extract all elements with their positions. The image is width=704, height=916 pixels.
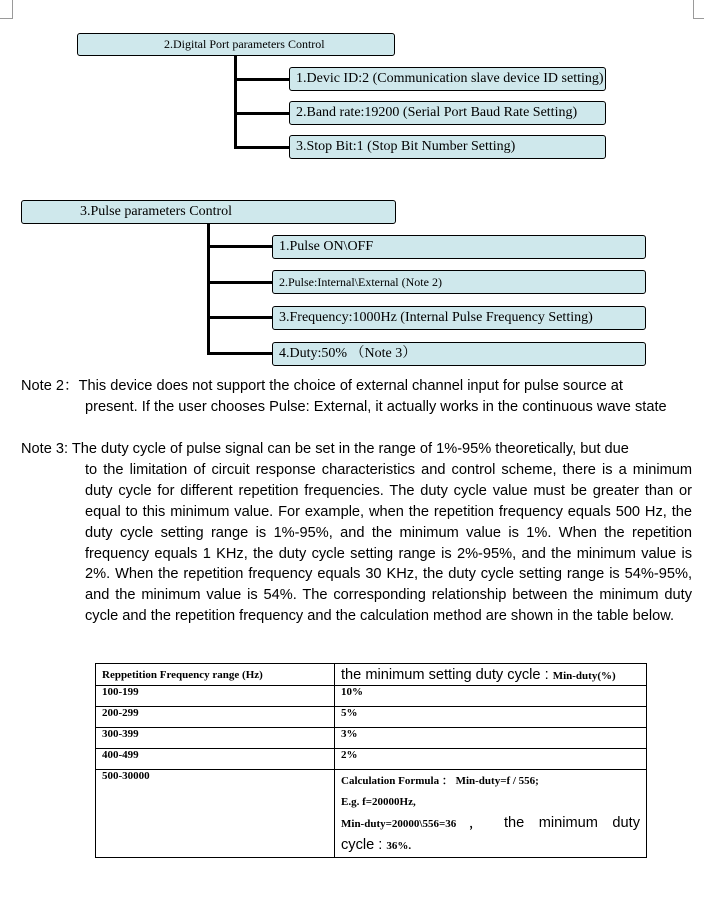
pulse-item-source: 2.Pulse:Internal\External (Note 2) — [272, 270, 646, 294]
formula-text: Min-duty=20000\556=36 ， — [341, 818, 491, 830]
note-3 — [21, 439, 692, 627]
pulse-header: 3.Pulse parameters Control — [21, 200, 396, 224]
table-cell: 5% — [335, 707, 647, 728]
note-2-label: Note 2： — [21, 378, 79, 394]
page-corner-mark — [0, 0, 13, 19]
tree-connector — [234, 56, 237, 148]
digital-port-header: 2.Digital Port parameters Control — [77, 33, 395, 56]
table-row — [96, 770, 647, 858]
table-cell: 300-399 — [96, 728, 335, 749]
table-header-row — [96, 664, 647, 686]
note-3-label: Note 3: — [21, 441, 72, 457]
table-row — [96, 749, 647, 770]
table-cell: 2% — [335, 749, 647, 770]
formula-text: 36%. — [386, 840, 412, 852]
table-cell: 100-199 — [96, 686, 335, 707]
tree-connector — [234, 78, 289, 81]
tree-connector — [207, 316, 272, 319]
digital-item-device-id: 1.Devic ID:2 (Communication slave device ID setting) — [289, 67, 606, 91]
pulse-item-duty: 4.Duty:50% （Note 3） — [272, 342, 646, 366]
header-text: the minimum setting duty cycle : — [341, 666, 553, 683]
formula-text: the minimum duty — [503, 815, 640, 831]
formula-line — [341, 835, 640, 857]
table-header-cell: Reppetition Frequency range (Hz) — [96, 664, 335, 686]
note-2-continuation: present. If the user chooses Pulse: External, it actually works in the continuous wave state — [85, 398, 667, 415]
tree-connector — [207, 224, 210, 355]
tree-connector — [207, 245, 272, 248]
formula-line — [341, 813, 640, 835]
table-cell: 3% — [335, 728, 647, 749]
formula-line: Calculation Formula ： Min-duty=f / 556; — [341, 775, 539, 787]
note-2 — [21, 376, 692, 418]
digital-item-stop-bit: 3.Stop Bit:1 (Stop Bit Number Setting) — [289, 135, 606, 159]
pulse-item-on-off: 1.Pulse ON\OFF — [272, 235, 646, 259]
tree-connector — [234, 146, 289, 149]
duty-cycle-table — [95, 663, 647, 858]
table-row — [96, 728, 647, 749]
header-unit: Min-duty(%) — [552, 669, 616, 682]
table-cell: 10% — [335, 686, 647, 707]
table-cell: 200-299 — [96, 707, 335, 728]
formula-text: cycle : — [341, 837, 387, 853]
table-cell: 400-499 — [96, 749, 335, 770]
tree-connector — [234, 112, 289, 115]
note-3-continuation: to the limitation of circuit response characteristics and control scheme, there is a minimum duty cycle for different repetition frequencies. The duty cycle value must be greater than or equal to this minimum value. For example, when the repetition frequency equals 500 Hz, the duty cycle setting range is 1%-95%, and the minimum value is 1%. When the repetition frequency equals 1 KHz, the duty cycle setting range is 2%-95%, and the minimum value is 2%. When the repetition frequency equals 30 KHz, the duty cycle setting range is 54%-95%, and the minimum value is 54%. The corresponding relationship between the minimum duty cycle and the repetition frequency and the calculation method are shown in the table below. — [85, 461, 692, 625]
pulse-item-frequency: 3.Frequency:1000Hz (Internal Pulse Frequency Setting) — [272, 306, 646, 330]
note-2-line1: This device does not support the choice of external channel input for pulse source at — [78, 378, 623, 394]
note-2-first-line — [21, 376, 692, 397]
note-3-line1: The duty cycle of pulse signal can be set in the range of 1%-95% theoretically, but due — [71, 441, 629, 457]
formula-line: E.g. f=20000Hz, — [341, 796, 416, 808]
table-row — [96, 707, 647, 728]
table-header-cell — [335, 664, 647, 686]
tree-connector — [207, 352, 272, 355]
page-corner-mark — [693, 0, 704, 19]
tree-connector — [207, 281, 272, 284]
table-cell-formula — [335, 770, 647, 858]
table-row — [96, 686, 647, 707]
table-cell: 500-30000 — [96, 770, 335, 858]
note-3-first-line — [21, 439, 692, 460]
digital-item-band-rate: 2.Band rate:19200 (Serial Port Baud Rate Setting) — [289, 101, 606, 125]
